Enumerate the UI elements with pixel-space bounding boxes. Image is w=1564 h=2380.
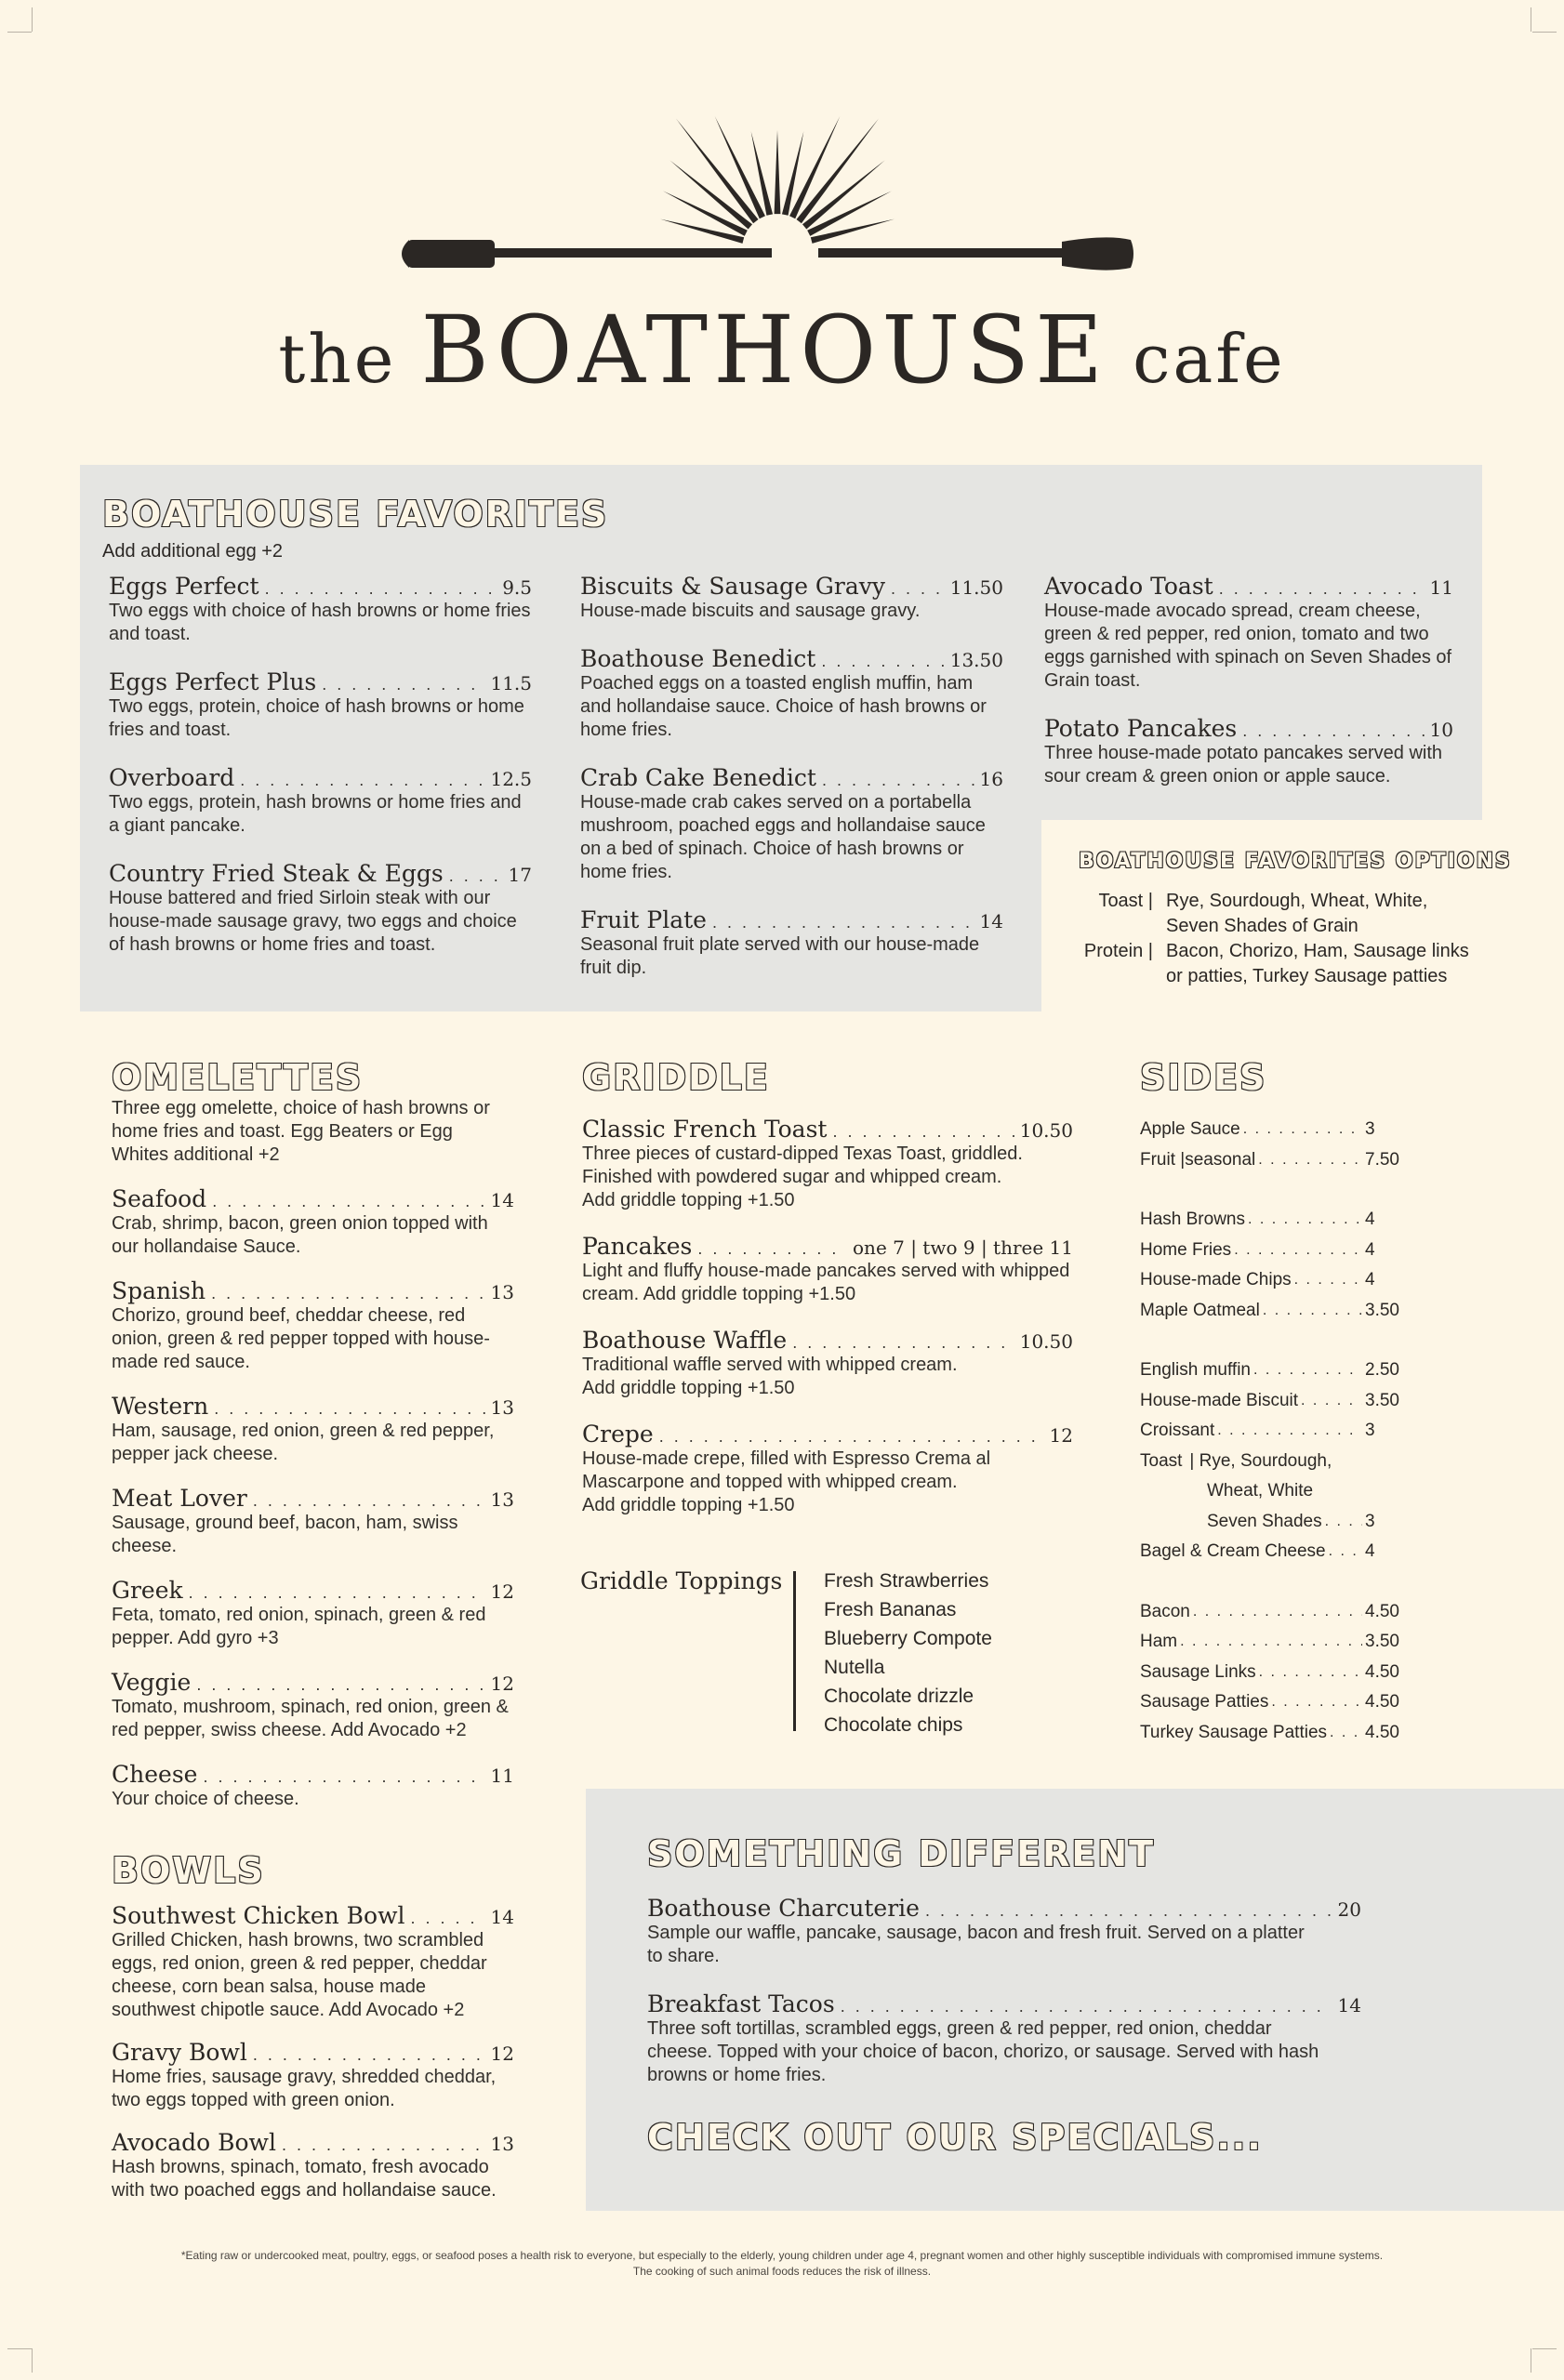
item-desc: Ham, sausage, red onion, green & red pepper, pepper jack cheese. [112, 1421, 495, 1464]
menu-item [1044, 715, 1453, 788]
side-item [1140, 1265, 1400, 1296]
side-name: Hash Browns [1140, 1210, 1245, 1229]
menu-item [109, 764, 532, 838]
item-extra: Add griddle topping +1.50 [582, 1190, 795, 1210]
disclaimer-line: *Eating raw or undercooked meat, poultry, eggs, or seafood poses a health risk to everyone, but especially to the elderly, young children under age 4, pregnant women and other highly susceptible individuals with compromised immune systems. [180, 2249, 1384, 2262]
item-name: Meat Lover [112, 1485, 247, 1512]
different-title: SOMETHING DIFFERENT [647, 1833, 1156, 1874]
menu-item [112, 1761, 514, 1811]
item-price: 14 [490, 1906, 514, 1928]
item-desc: Sausage, ground beef, bacon, ham, swiss cheese. [112, 1513, 458, 1556]
side-price: 2.50 [1365, 1360, 1399, 1380]
favorites-note: Add additional egg +2 [102, 541, 284, 562]
disclaimer-line: The cooking of such animal foods reduces the risk of illness. [632, 2265, 932, 2278]
item-name: Country Fried Steak & Eggs [109, 860, 444, 887]
menu-item [112, 2129, 514, 2202]
menu-item [582, 1421, 1073, 1517]
item-price: 16 [979, 768, 1003, 790]
item-price: 10.50 [1019, 1119, 1073, 1142]
options-list [1060, 889, 1469, 989]
favorites-col-1 [109, 573, 532, 979]
crop-mark [1532, 32, 1557, 33]
sides-group [1140, 1205, 1400, 1326]
leader-dots [265, 579, 497, 599]
griddle-title: GRIDDLE [582, 1057, 770, 1098]
item-desc: House-made crab cakes served on a portabella mushroom, poached eggs and hollandaise sauce on a bed of spinach. Choice of hash browns or home fries. [580, 792, 986, 882]
health-disclaimer [0, 2248, 1564, 2280]
sides-title: SIDES [1140, 1057, 1267, 1098]
item-desc: Hash browns, spinach, tomato, fresh avocado with two poached eggs and hollandaise sauce. [112, 2157, 497, 2201]
sun-ray [660, 219, 744, 244]
menu-item [647, 1990, 1361, 2087]
leader-dots [792, 1333, 1014, 1353]
item-desc: Grilled Chicken, hash browns, two scrambled eggs, red onion, green & red pepper, cheddar cheese, corn bean salsa, house made southwest chipotle sauce. Add Avocado +2 [112, 1930, 487, 2020]
side-price: 3 [1365, 1421, 1375, 1440]
item-name: Potato Pancakes [1044, 715, 1238, 742]
leader-dots [1294, 1265, 1362, 1296]
sun-ray [676, 118, 759, 223]
side-item [1140, 1296, 1400, 1327]
item-price: 11.50 [949, 576, 1003, 599]
item-name: Fruit Plate [580, 906, 707, 933]
item-price: 20 [1337, 1898, 1361, 1921]
leader-dots [712, 913, 974, 932]
option-label: Toast | [1098, 891, 1153, 911]
side-price: 3 [1365, 1119, 1375, 1139]
item-name: Eggs Perfect [109, 573, 259, 600]
brand-prefix: the [278, 320, 397, 398]
topping-item: Blueberry Compote [824, 1628, 992, 1649]
leader-dots [659, 1427, 1044, 1447]
menu-item [112, 2039, 514, 2112]
item-name: Veggie [112, 1669, 192, 1696]
side-name: House-made Biscuit [1140, 1390, 1299, 1410]
side-toast [1140, 1447, 1400, 1477]
leader-dots [410, 1909, 484, 1928]
leader-dots [282, 2135, 485, 2155]
side-name: Home Fries [1140, 1239, 1232, 1260]
favorites-col-3 [1044, 573, 1453, 811]
side-name: Toast [1140, 1450, 1183, 1471]
leader-dots [1193, 1597, 1362, 1628]
side-name: House-made Chips [1140, 1270, 1292, 1289]
side-price: 4 [1365, 1541, 1375, 1561]
item-price: 17 [508, 864, 532, 886]
side-price: 3.50 [1365, 1632, 1399, 1651]
leader-dots [1271, 1687, 1362, 1718]
side-name: Fruit |seasonal [1140, 1149, 1256, 1170]
item-name: Overboard [109, 764, 235, 791]
item-name: Crab Cake Benedict [580, 764, 816, 791]
item-name: Boathouse Charcuterie [647, 1895, 920, 1922]
leader-dots [1243, 1115, 1362, 1145]
specials-callout: CHECK OUT OUR SPECIALS... [647, 2117, 1263, 2158]
side-name: Sausage Links [1140, 1661, 1256, 1682]
leader-dots [196, 1675, 484, 1695]
item-name: Biscuits & Sausage Gravy [580, 573, 886, 600]
leader-dots [1217, 1416, 1362, 1447]
different-col [647, 1895, 1361, 2106]
leader-dots [1234, 1236, 1362, 1266]
side-item [1140, 1416, 1400, 1447]
leader-dots [1219, 579, 1425, 599]
side-price: 4 [1365, 1239, 1375, 1260]
side-name: Bacon [1140, 1601, 1190, 1621]
omelettes-col [112, 1097, 514, 1830]
side-name: Croissant [1140, 1421, 1215, 1440]
leader-dots [925, 1901, 1332, 1921]
leader-dots [891, 579, 945, 599]
leader-dots [203, 1767, 484, 1787]
leader-dots [1242, 721, 1424, 741]
item-name: Classic French Toast [582, 1116, 828, 1143]
leader-dots [253, 1491, 485, 1511]
item-desc: Traditional waffle served with whipped cream. [582, 1355, 958, 1375]
menu-item [112, 1485, 514, 1558]
sides-group [1140, 1597, 1400, 1749]
leader-dots [1180, 1627, 1362, 1658]
menu-item [582, 1233, 1073, 1306]
leader-dots [1325, 1507, 1362, 1538]
item-desc: House battered and fried Sirloin steak with our house-made sausage gravy, two eggs and choice of hash browns or home fries and toast. [109, 888, 517, 955]
side-item [1140, 1205, 1400, 1236]
leader-dots [841, 1997, 1332, 2016]
leader-dots [1253, 1355, 1362, 1386]
item-name: Cheese [112, 1761, 198, 1788]
side-item [1140, 1627, 1400, 1658]
leader-dots [189, 1583, 485, 1603]
item-price: 11.5 [490, 672, 532, 694]
item-price: 13 [490, 1396, 514, 1419]
crop-mark [32, 2348, 33, 2373]
leader-dots [449, 866, 503, 886]
toppings-divider [793, 1571, 796, 1731]
item-price: 13 [490, 2133, 514, 2155]
side-toast-cont [1140, 1507, 1400, 1538]
sides-group [1140, 1355, 1400, 1567]
bowls-col [112, 1902, 514, 2219]
menu-item [580, 764, 1003, 884]
side-item [1140, 1658, 1400, 1688]
item-desc: Crab, shrimp, bacon, green onion topped with our hollandaise Sauce. [112, 1213, 488, 1257]
side-item [1140, 1145, 1400, 1176]
item-name: Boathouse Waffle [582, 1327, 788, 1354]
item-name: Greek [112, 1577, 183, 1604]
leader-dots [821, 652, 944, 671]
item-desc: House-made biscuits and sausage gravy. [580, 601, 921, 621]
leader-dots [240, 771, 484, 790]
options-title: BOATHOUSE FAVORITES OPTIONS [1079, 850, 1512, 873]
item-extra: Add griddle topping +1.50 [582, 1495, 795, 1515]
item-name: Breakfast Tacos [647, 1990, 835, 2017]
item-price: 14 [490, 1189, 514, 1211]
leader-dots [1263, 1296, 1362, 1327]
menu-item [109, 860, 532, 957]
item-price: 13 [490, 1281, 514, 1303]
side-price: 4 [1365, 1210, 1375, 1229]
item-name: Eggs Perfect Plus [109, 668, 317, 695]
menu-item [112, 1902, 514, 2022]
option-label: Protein | [1083, 941, 1153, 961]
item-desc: Poached eggs on a toasted english muffin, ham and hollandaise sauce. Choice of hash browns or home fries. [580, 673, 987, 740]
side-price: 3.50 [1365, 1390, 1399, 1410]
toppings-label: Griddle Toppings [580, 1567, 783, 1594]
item-price: 14 [1337, 1994, 1361, 2016]
leader-dots [1329, 1537, 1362, 1567]
item-name: Avocado Bowl [112, 2129, 276, 2156]
brand-name: BOATHOUSE [420, 296, 1109, 404]
item-price: 12.5 [490, 768, 532, 790]
toppings-list [824, 1567, 992, 1739]
item-desc: Sample our waffle, pancake, sausage, bacon and fresh fruit. Served on a platter to share. [647, 1923, 1305, 1966]
item-name: Avocado Toast [1044, 573, 1213, 600]
item-name: Boathouse Benedict [580, 645, 816, 672]
item-desc: House-made avocado spread, cream cheese, green & red pepper, red onion, tomato and two eggs garnished with spinach on Seven Shades of Grain toast. [1044, 601, 1452, 691]
brand-title [0, 296, 1564, 404]
item-price: 10.50 [1019, 1330, 1073, 1353]
side-name: Ham [1140, 1632, 1178, 1651]
sides-group [1140, 1115, 1400, 1175]
menu-item [112, 1577, 514, 1650]
item-desc: Light and fluffy house-made pancakes served with whipped cream. Add griddle topping +1.50 [582, 1261, 1070, 1304]
item-name: Seafood [112, 1185, 207, 1212]
side-name: Sausage Patties [1140, 1692, 1269, 1712]
item-desc: Three house-made potato pancakes served with sour cream & green onion or apple sauce. [1044, 743, 1443, 787]
menu-item [112, 1669, 514, 1742]
item-desc: Chorizo, ground beef, cheddar cheese, red onion, green & red pepper topped with house-made red sauce. [112, 1305, 490, 1372]
option-protein [1060, 939, 1469, 989]
item-price: 13.50 [949, 649, 1003, 671]
omelettes-title: OMELETTES [112, 1057, 364, 1098]
item-name: Crepe [582, 1421, 654, 1448]
option-value: Rye, Sourdough, Wheat, White, Seven Shades of Grain [1166, 891, 1428, 936]
item-price: 12 [1049, 1424, 1073, 1447]
side-price: 4.50 [1365, 1692, 1399, 1712]
side-price: 3 [1365, 1511, 1375, 1531]
crop-mark [32, 7, 33, 32]
leader-dots [322, 675, 484, 694]
item-desc: Tomato, mushroom, spinach, red onion, green & red pepper, swiss cheese. Add Avocado +2 [112, 1697, 509, 1740]
item-price: 12 [490, 2043, 514, 2065]
side-price: 4 [1365, 1270, 1375, 1289]
side-price: 4.50 [1365, 1722, 1399, 1742]
topping-item: Nutella [824, 1657, 885, 1678]
item-desc: Two eggs, protein, choice of hash browns or home fries and toast. [109, 696, 524, 740]
item-desc: Three pieces of custard-dipped Texas Toast, griddled. Finished with powdered sugar and whipped cream. [582, 1144, 1023, 1187]
menu-item [580, 645, 1003, 742]
item-price: 13 [490, 1488, 514, 1511]
item-desc: Feta, tomato, red onion, spinach, green & red pepper. Add gyro +3 [112, 1605, 486, 1648]
menu-item [109, 668, 532, 742]
option-value: Bacon, Chorizo, Ham, Sausage links or patties, Turkey Sausage patties [1166, 941, 1469, 986]
leader-dots [211, 1284, 484, 1303]
leader-dots [253, 2045, 485, 2065]
sun-ray [796, 118, 879, 223]
side-price: 4.50 [1365, 1661, 1399, 1682]
sun-ray [811, 219, 895, 244]
side-toast-line1: | Rye, Sourdough, [1189, 1450, 1332, 1471]
menu-item [582, 1327, 1073, 1400]
item-name: Western [112, 1393, 209, 1420]
item-desc: Home fries, sausage gravy, shredded cheddar, two eggs topped with green onion. [112, 2067, 497, 2110]
side-name: Bagel & Cream Cheese [1140, 1541, 1326, 1561]
item-desc: Three soft tortillas, scrambled eggs, green & red pepper, red onion, cheddar cheese. Topped with your choice of bacon, chorizo, or sausage. Served with hash browns or home fries. [647, 2018, 1319, 2085]
item-price: 11 [1429, 576, 1453, 599]
side-item [1140, 1718, 1400, 1749]
side-item [1140, 1537, 1400, 1567]
side-name: Apple Sauce [1140, 1119, 1240, 1139]
topping-item: Fresh Strawberries [824, 1570, 989, 1592]
side-item [1140, 1115, 1400, 1145]
menu-item [580, 573, 1003, 623]
leader-dots [822, 771, 974, 790]
leader-dots [1330, 1718, 1362, 1749]
side-price: 7.50 [1365, 1149, 1399, 1170]
item-name: Southwest Chicken Bowl [112, 1902, 405, 1929]
menu-item [112, 1277, 514, 1374]
side-item [1140, 1687, 1400, 1718]
item-desc: Seasonal fruit plate served with our house-made fruit dip. [580, 934, 980, 978]
item-name: Spanish [112, 1277, 206, 1304]
item-desc: Two eggs, protein, hash browns or home fries and a giant pancake. [109, 792, 522, 836]
side-item [1140, 1236, 1400, 1266]
menu-item [580, 906, 1003, 980]
menu-item [109, 573, 532, 646]
sides-col [1140, 1115, 1400, 1778]
omelettes-note: Three egg omelette, choice of hash browns or home fries and toast. Egg Beaters or Egg Whites additional +2 [112, 1098, 490, 1165]
leader-dots [1258, 1145, 1362, 1176]
topping-item: Chocolate drizzle [824, 1686, 974, 1707]
leader-dots [832, 1122, 1014, 1142]
brand-suffix: cafe [1133, 320, 1286, 398]
item-price: 12 [490, 1580, 514, 1603]
option-toast [1060, 889, 1469, 939]
side-item [1140, 1386, 1400, 1417]
item-price: one 7 | two 9 | three 11 [853, 1236, 1073, 1259]
favorites-col-2 [580, 573, 1003, 1002]
bowls-title: BOWLS [112, 1850, 265, 1891]
crop-mark [7, 2348, 32, 2349]
menu-item [1044, 573, 1453, 693]
menu-item [647, 1895, 1361, 1968]
sun-oars-logo [400, 93, 1144, 288]
griddle-col [582, 1116, 1073, 1538]
side-name: Turkey Sausage Patties [1140, 1722, 1328, 1742]
leader-dots [214, 1399, 484, 1419]
side-item [1140, 1355, 1400, 1386]
item-price: 11 [490, 1765, 514, 1787]
leader-dots [1248, 1205, 1362, 1236]
menu-item [112, 1185, 514, 1259]
side-price: 4.50 [1365, 1601, 1399, 1621]
side-name: Maple Oatmeal [1140, 1300, 1260, 1320]
item-extra: Add griddle topping +1.50 [582, 1378, 795, 1398]
side-item [1140, 1597, 1400, 1628]
side-toast-line3: Seven Shades [1207, 1511, 1322, 1531]
item-price: 9.5 [502, 576, 532, 599]
item-price: 12 [490, 1673, 514, 1695]
sun-ray [775, 130, 781, 214]
item-desc: Two eggs with choice of hash browns or home fries and toast. [109, 601, 531, 644]
crop-mark [7, 32, 32, 33]
item-price: 14 [979, 910, 1003, 932]
favorites-title: BOATHOUSE FAVORITES [102, 494, 609, 535]
side-toast-cont [1140, 1476, 1400, 1507]
item-name: Gravy Bowl [112, 2039, 247, 2066]
item-price: 10 [1429, 719, 1453, 741]
item-name: Pancakes [582, 1233, 693, 1260]
side-price: 3.50 [1365, 1300, 1399, 1320]
crop-mark [1532, 2348, 1557, 2349]
leader-dots [1259, 1658, 1362, 1688]
topping-item: Chocolate chips [824, 1714, 963, 1736]
leader-dots [697, 1239, 847, 1259]
menu-item [112, 1393, 514, 1466]
side-toast-line2: Wheat, White [1207, 1481, 1314, 1501]
leader-dots [1301, 1386, 1362, 1417]
item-desc: Your choice of cheese. [112, 1789, 299, 1809]
leader-dots [212, 1192, 484, 1211]
topping-item: Fresh Bananas [824, 1599, 957, 1620]
menu-item [582, 1116, 1073, 1212]
side-name: English muffin [1140, 1360, 1251, 1380]
item-desc: House-made crepe, filled with Espresso Crema al Mascarpone and topped with whipped cream. [582, 1448, 991, 1492]
